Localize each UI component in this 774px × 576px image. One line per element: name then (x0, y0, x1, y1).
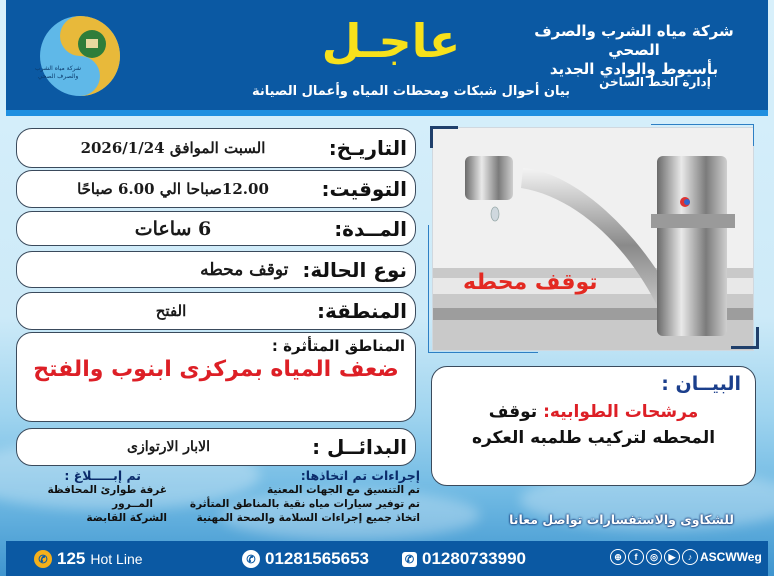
hotline-number: 125 (57, 549, 86, 568)
actions-taken (180, 468, 420, 525)
footer-bar (6, 541, 768, 576)
region-label: المنطقة: (317, 299, 407, 323)
time-field (16, 170, 416, 208)
statement-body (446, 399, 741, 451)
time-value: 12.00صباحا الي 6.00 صباحًا (77, 180, 269, 198)
affected-areas-label: المناطق المتأثرة : (271, 337, 405, 355)
alternatives-label: البدائــل : (312, 435, 407, 459)
action-item: تم التنسيق مع الجهات المعنية (266, 484, 420, 496)
frame-corner (731, 327, 759, 349)
phone-icon: ✆ (402, 552, 417, 567)
affected-areas-value: ضعف المياه بمركزى ابنوب والفتح (33, 357, 399, 382)
action-item: اتخاذ جميع إجراءات السلامة والصحة المهنية (196, 512, 420, 524)
notified-item: المــرور (112, 498, 153, 510)
date-label: التاريـخ: (328, 136, 407, 160)
statement-text-line2: المحطه لتركيب طلمبه العكره (471, 428, 716, 448)
statement-text-line1: توقف (488, 402, 544, 422)
bulletin-subtitle: بيان أحوال شبكات ومحطات المياه وأعمال الصيانة (251, 84, 571, 99)
statement-label: البيــان : (661, 373, 741, 395)
phone-number: 01280733990 (422, 549, 527, 568)
web-icon[interactable]: ⊕ (610, 549, 626, 565)
phone-contact[interactable] (402, 549, 526, 569)
header-divider (6, 110, 768, 116)
company-logo-icon (30, 14, 130, 98)
frame-corner (428, 225, 538, 353)
phone-headset-icon: ✆ (34, 550, 52, 568)
hotline[interactable] (34, 549, 143, 569)
svg-text:والصرف الصحي: والصرف الصحي (37, 73, 79, 80)
alternatives-value: الابار الارتوازى (127, 439, 211, 455)
svg-text:شركة مياه الشرب: شركة مياه الشرب (34, 65, 82, 72)
whatsapp-icon: ✆ (242, 550, 260, 568)
region-value: الفتح (155, 302, 187, 320)
notified-heading: تم إبـــــلاغ : (64, 468, 141, 483)
duration-label: المــدة: (334, 216, 407, 241)
case-type-value: توقف محطه (200, 259, 289, 280)
date-field (16, 128, 416, 168)
notified-item: غرفة طوارئ المحافظة (47, 484, 167, 496)
company-name (514, 22, 754, 79)
company-name-line1: شركة مياه الشرب والصرف الصحي (534, 22, 734, 59)
duration-field (16, 211, 416, 246)
tiktok-icon[interactable]: ♪ (682, 549, 698, 565)
action-item: تم توفير سيارات مياه نقية بالمناطق المتأثرة (189, 498, 420, 510)
whatsapp-number: 01281565653 (265, 549, 370, 568)
statement-box (431, 366, 756, 486)
frame-corner (430, 126, 458, 148)
youtube-icon[interactable]: ▶ (664, 549, 680, 565)
hotline-label: Hot Line (90, 551, 143, 567)
case-type-field (16, 251, 416, 288)
social-links (610, 549, 762, 565)
contact-note: للشكاوى والاستفسارات تواصل معانا (509, 512, 734, 527)
frame-corner (651, 124, 754, 146)
statement-highlight: مرشحات الطوابيه: (543, 402, 699, 422)
company-name-line2: بأسيوط والوادي الجديد (549, 60, 719, 78)
instagram-icon[interactable]: ◎ (646, 549, 662, 565)
whatsapp-contact[interactable] (242, 549, 369, 569)
time-label: التوقيت: (321, 177, 407, 201)
header-band (6, 0, 768, 110)
alternatives-field (16, 428, 416, 466)
notified-parties (32, 468, 167, 525)
facebook-icon[interactable]: f (628, 549, 644, 565)
case-type-label: نوع الحالة: (302, 257, 407, 282)
region-field (16, 292, 416, 330)
notified-item: الشركة القابضة (86, 512, 167, 524)
social-handle: ASCWWeg (700, 550, 762, 564)
actions-heading: إجراءات تم اتخاذها: (300, 468, 420, 483)
date-value: السبت الموافق 2026/1/24 (80, 139, 266, 157)
duration-value: 6 ساعات (134, 217, 212, 240)
urgent-title: عاجـل (321, 14, 461, 68)
image-caption: توقف محطه (463, 270, 598, 295)
department-name: إدارة الخط الساخن (599, 75, 711, 89)
affected-areas-field (16, 332, 416, 422)
